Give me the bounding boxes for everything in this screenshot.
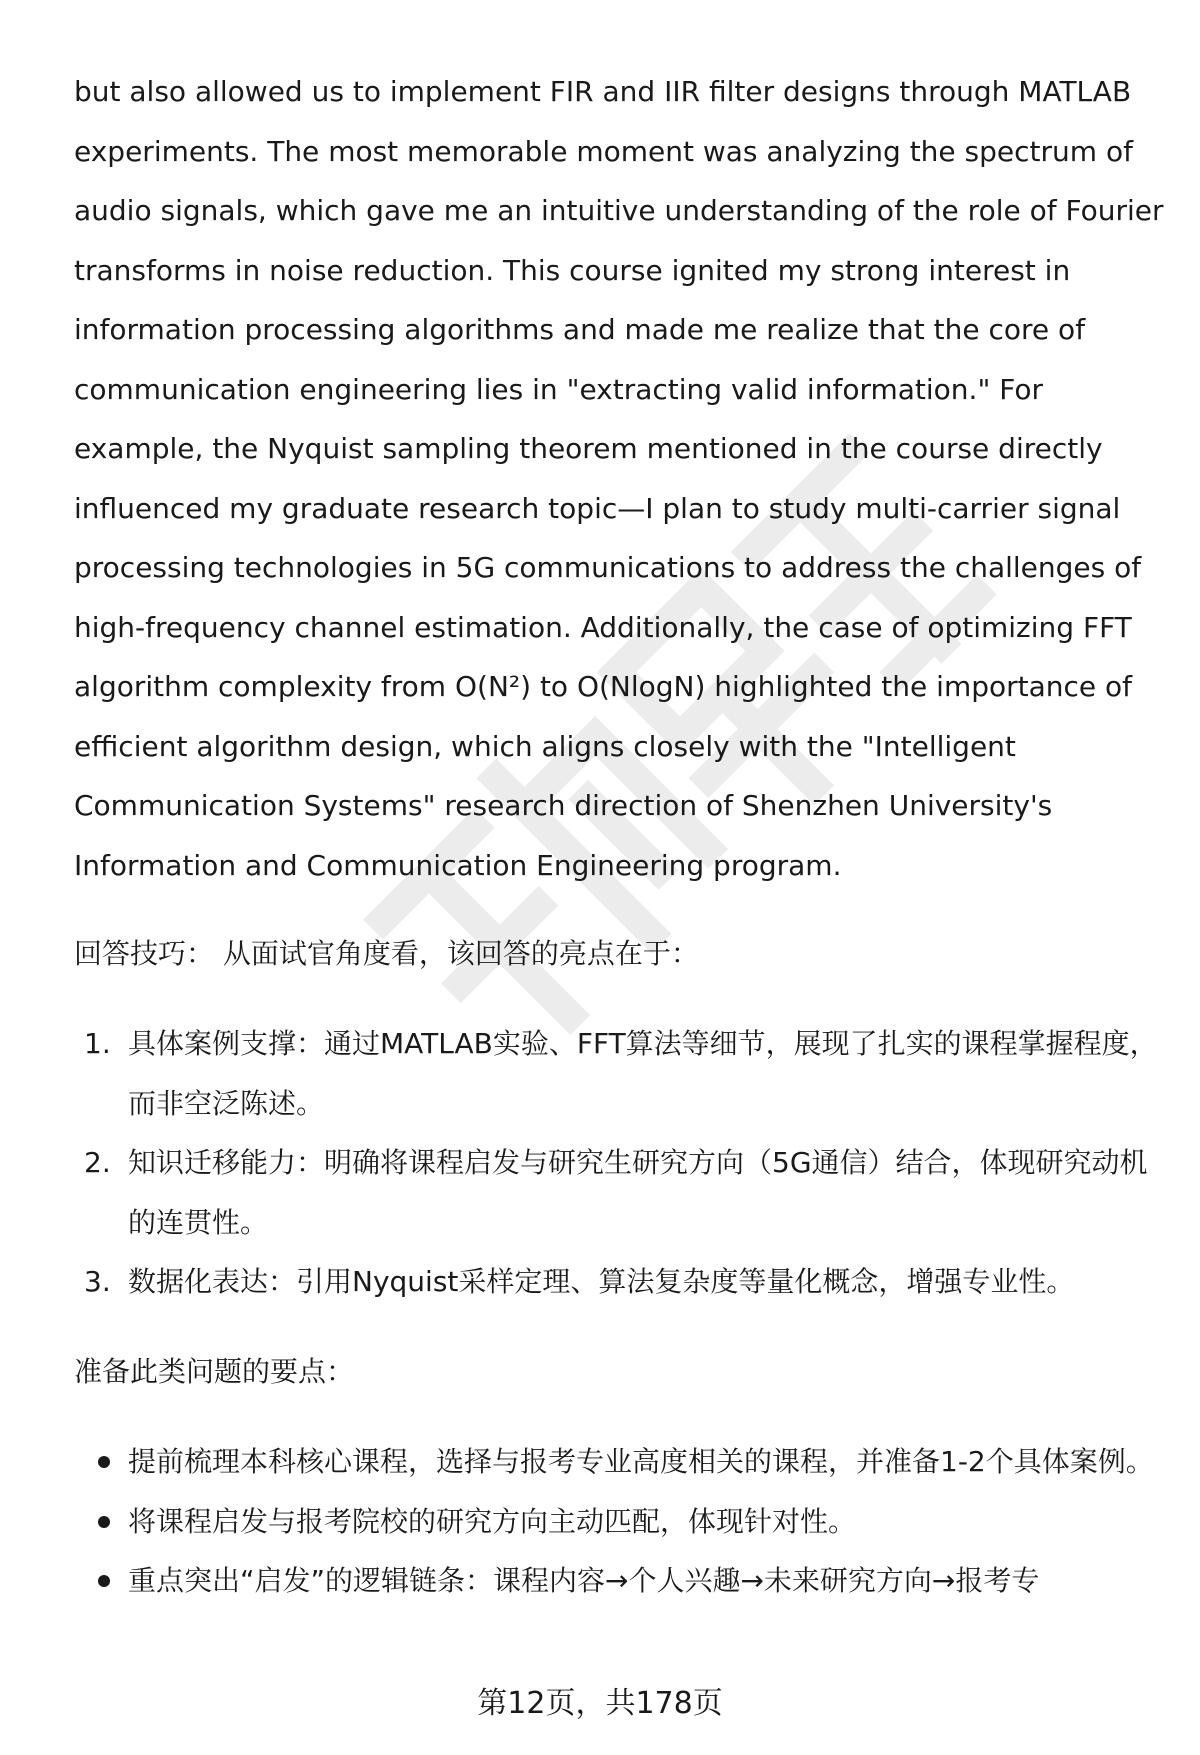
list-item	[74, 1133, 1164, 1252]
list-number: 2.	[84, 1146, 111, 1179]
page-number-footer: 第12页，共178页	[477, 1686, 723, 1721]
answer-tips-list	[74, 1014, 1164, 1312]
bullet-icon	[98, 1456, 110, 1468]
list-item	[74, 1432, 1164, 1492]
list-item	[74, 1492, 1164, 1552]
list-item-text: 数据化表达：引用Nyquist采样定理、算法复杂度等量化概念，增强专业性。	[128, 1265, 1075, 1298]
list-item-text: 具体案例支撑：通过MATLAB实验、FFT算法等细节，展现了扎实的课程掌握程度，而非空泛陈述。	[128, 1027, 1158, 1120]
bullet-icon	[98, 1516, 110, 1528]
preparation-heading: 准备此类问题的要点：	[74, 1355, 355, 1388]
list-item-text: 提前梳理本科核心课程，选择与报考专业高度相关的课程，并准备1-2个具体案例。	[128, 1445, 1154, 1478]
list-item-text: 知识迁移能力：明确将课程启发与研究生研究方向（5G通信）结合，体现研究动机的连贯性。	[128, 1146, 1148, 1239]
bullet-icon	[98, 1575, 110, 1587]
list-number: 3.	[84, 1265, 111, 1298]
preparation-list	[74, 1432, 1164, 1611]
list-item-text: 重点突出“启发”的逻辑链条：课程内容→个人兴趣→未来研究方向→报考专	[128, 1564, 1040, 1597]
list-item	[74, 1551, 1164, 1611]
body-paragraph: but also allowed us to implement FIR and IIR filter designs through MATLAB experiments. The most memorable moment was analyzing the spectrum of audio signals, which gave me an intuitive understanding of the role of Fourier transforms in noise reduction. This course ignited my strong interest in information processing algorithms and made me realize that the core of communication engineering lies in "extracting valid information." For example, the Nyquist sampling theorem mentioned in the course directly influenced my graduate research topic—I plan to study multi-carrier signal processing technologies in 5G communications to address the challenges of high-frequency channel estimation. Additionally, the case of optimizing FFT algorithm complexity from O(N²) to O(NlogN) highlighted the importance of efficient algorithm design, which aligns closely with the "Intelligent Communication Systems" research direction of Shenzhen University's Information and Communication Engineering program.	[74, 75, 1164, 882]
list-item-text: 将课程启发与报考院校的研究方向主动匹配，体现针对性。	[128, 1504, 857, 1538]
list-item	[74, 1252, 1164, 1312]
list-number: 1.	[84, 1027, 111, 1060]
answer-tips-heading: 回答技巧： 从面试官角度看，该回答的亮点在于：	[74, 937, 699, 970]
list-item	[74, 1014, 1164, 1133]
